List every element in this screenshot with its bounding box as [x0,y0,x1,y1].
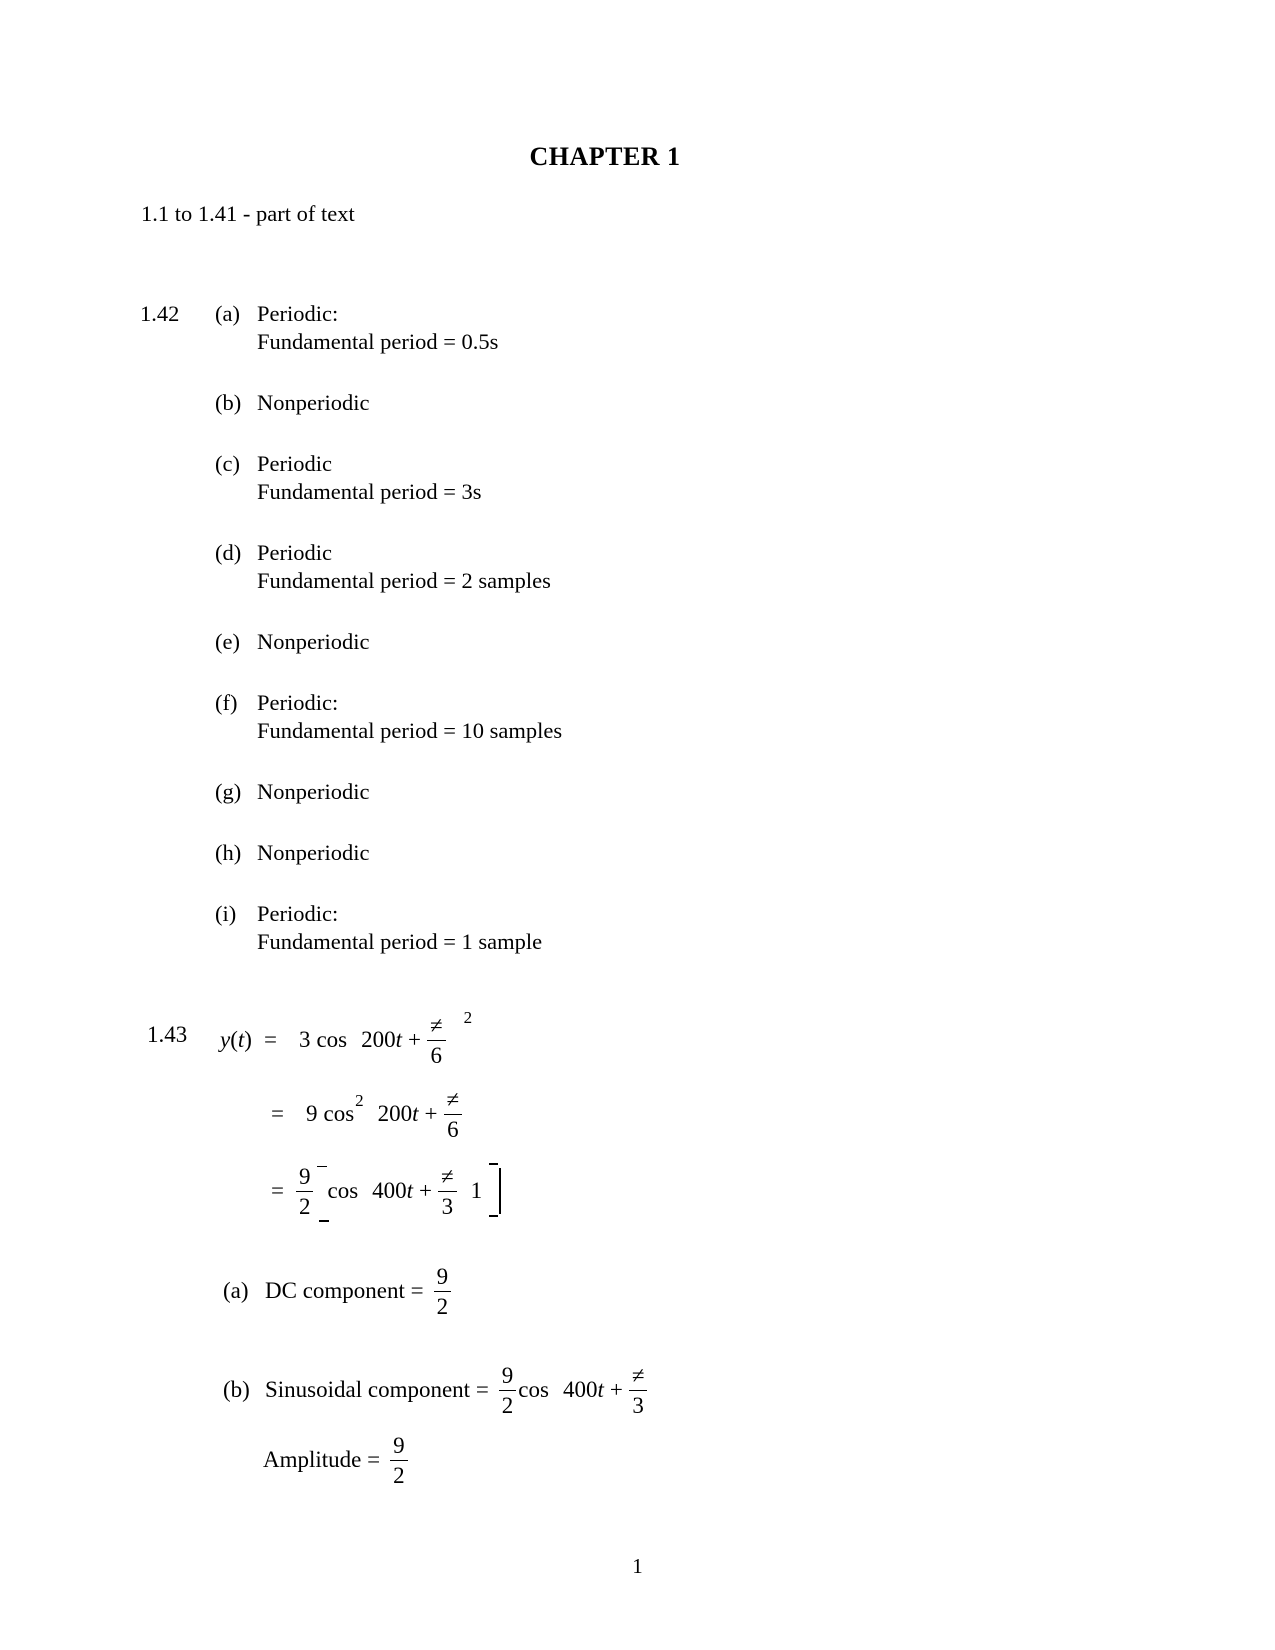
item-text [257,300,498,356]
numerator: 9 [434,1264,452,1292]
fraction [438,1164,457,1219]
item-label: (b) [215,390,242,415]
denominator: 2 [436,1293,449,1319]
cos-operator: cos [316,1027,348,1052]
math-token: 200 [361,1027,396,1052]
item-line2: Fundamental period = 2 samples [257,568,551,593]
page-title: CHAPTER 1 [529,142,681,171]
item-label: (a) [223,1278,249,1303]
equation-line-2 [271,1082,462,1146]
item-line2: Fundamental period = 3s [257,479,482,504]
problem-number: 1.42 [140,301,180,326]
variable-t: t [597,1377,604,1402]
variable-y: y [220,1027,231,1052]
denominator: 3 [632,1392,644,1418]
equation-line-3 [271,1159,501,1223]
fraction [427,1013,446,1068]
superscript-exponent: 2 [463,1008,473,1027]
item-line2: Fundamental period = 0.5s [257,329,499,354]
denominator: 2 [298,1193,311,1219]
math-token: 400 [372,1178,407,1203]
pi-symbol: ≠ [444,1087,463,1115]
equals-sign: = [263,1027,277,1052]
numerator: 9 [390,1433,408,1461]
answer-item-f [215,689,900,745]
denominator: 2 [501,1392,514,1418]
part-text: Sinusoidal component = [265,1377,489,1402]
page-number: 1 [632,1554,643,1578]
plus-sign: + [419,1178,433,1203]
numerator: 9 [499,1363,517,1391]
equals-sign: = [271,1178,284,1203]
problem-1-42 [140,300,900,956]
part-a-dc-component [223,1259,451,1323]
answer-item-d [215,539,900,595]
variable-t: t [237,1027,245,1052]
answer-item-c [215,450,900,506]
fraction [296,1164,314,1219]
math-token: 400 [562,1377,598,1402]
intro-text: 1.1 to 1.41 - part of text [141,201,355,226]
pi-symbol: ≠ [629,1363,648,1391]
denominator: 6 [430,1042,443,1068]
cos-operator: cos [327,1178,359,1203]
item-text [257,628,369,656]
item-line1: Periodic: [257,690,339,715]
item-label: (g) [215,779,242,804]
amplitude-line [263,1428,408,1492]
answer-item-h [215,839,900,867]
answer-list [215,300,900,956]
item-line1: Periodic: [257,301,339,326]
item-line1: Periodic [257,540,332,565]
item-label: (c) [215,451,240,476]
plus-sign: + [408,1027,421,1052]
math-token: 200 [377,1101,413,1126]
fraction [629,1363,648,1418]
variable-t: t [395,1027,402,1052]
item-text [257,839,369,867]
math-token: 1 [470,1178,483,1203]
superscript-exponent: 2 [355,1091,364,1110]
item-line1: Nonperiodic [257,779,370,804]
item-line2: Fundamental period = 1 sample [257,929,543,954]
item-line2: Fundamental period = 10 samples [257,718,563,743]
answer-item-e [215,628,900,656]
item-line1: Nonperiodic [257,629,370,654]
part-text: Amplitude = [263,1447,381,1472]
equals-sign: = [271,1101,284,1126]
pi-symbol: ≠ [438,1164,457,1192]
part-b-sinusoidal-component [223,1358,647,1422]
answer-item-g [215,778,900,806]
item-label: (h) [215,840,242,865]
item-line1: Nonperiodic [257,390,370,415]
item-label: (e) [215,629,240,654]
item-label: (d) [215,540,242,565]
problem-number: 1.43 [147,1022,188,1047]
denominator: 2 [393,1462,405,1488]
fraction [444,1087,463,1142]
item-text [257,450,482,506]
item-line1: Periodic [257,451,332,476]
denominator: 3 [441,1193,454,1219]
item-label: (b) [223,1377,250,1402]
answer-item-i [215,900,900,956]
plus-sign: + [609,1377,623,1402]
answer-item-a [215,300,900,356]
fraction [390,1433,408,1488]
item-label: (f) [215,690,238,715]
item-label: (i) [215,901,237,926]
paren-open: ( [230,1027,238,1052]
paren-close: ) [244,1027,252,1052]
coefficient: 3 [298,1027,311,1052]
equation-line-1 [220,1008,472,1072]
fraction [434,1264,452,1319]
plus-sign: + [424,1101,438,1126]
item-text [257,689,562,745]
fraction [499,1363,517,1418]
item-line1: Nonperiodic [257,840,370,865]
item-label: (a) [215,301,240,326]
item-text [257,539,551,595]
numerator: 9 [296,1164,314,1192]
item-line1: Periodic: [257,901,339,926]
item-text [257,389,369,417]
cos-operator: cos [518,1377,549,1402]
pi-symbol: ≠ [427,1013,446,1041]
variable-t: t [406,1178,414,1203]
item-text [257,900,542,956]
coefficient: 9 [305,1101,318,1126]
item-text [257,778,369,806]
cos-operator: cos [323,1101,355,1126]
denominator: 6 [447,1116,459,1142]
part-text: DC component = [265,1278,424,1303]
answer-item-b [215,389,900,417]
variable-t: t [412,1101,419,1126]
bracket-artifact [488,1165,501,1217]
